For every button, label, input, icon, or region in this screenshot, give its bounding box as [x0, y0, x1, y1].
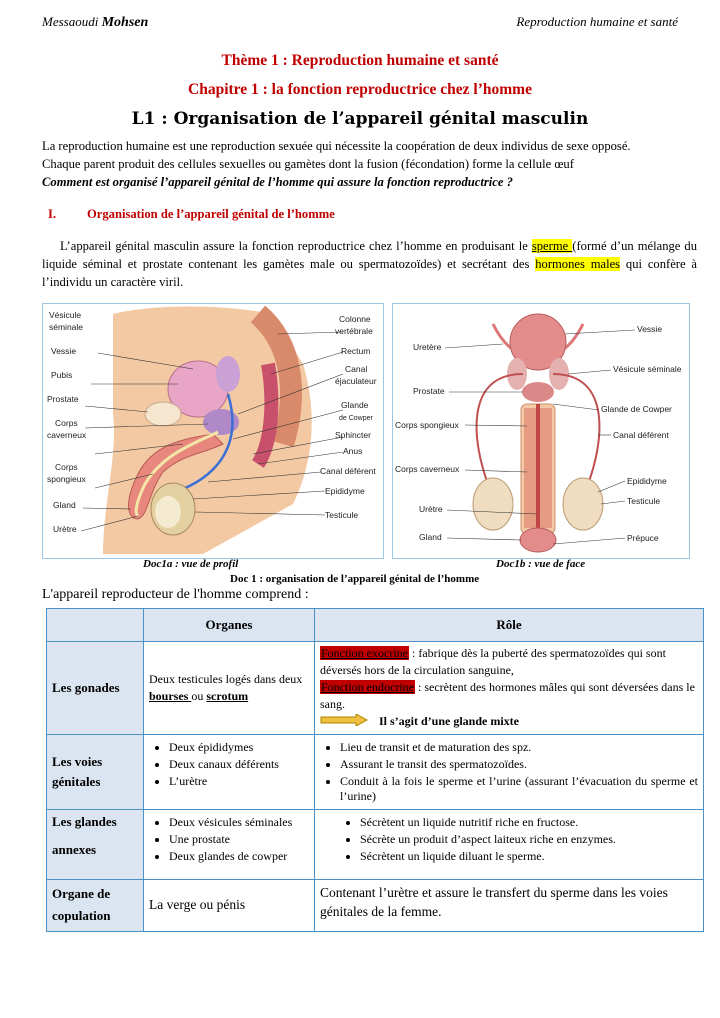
label-caverneux: caverneux — [47, 430, 87, 440]
row-voies — [47, 734, 144, 809]
glandes-role-cell — [315, 809, 704, 879]
endocrine-label: Fonction endocrine — [321, 680, 414, 694]
doc1b-figure — [392, 303, 690, 559]
scrotum-word: scrotum — [206, 688, 249, 703]
author-last: Mohsen — [101, 15, 149, 30]
section-title: Organisation de l’appareil génital de l’homme — [87, 207, 335, 221]
theme-title: Thème 1 : Reproduction humaine et santé — [221, 52, 499, 69]
paragraph — [42, 237, 697, 291]
section-number: I. — [48, 207, 57, 221]
label-vessie-front: Vessie — [637, 324, 663, 334]
label-sphincter: Sphincter — [335, 430, 371, 440]
table-row — [47, 642, 704, 735]
right-vas-shape — [553, 374, 599, 484]
label-epididyme: Epididyme — [325, 486, 365, 496]
ou-word: ou — [191, 688, 207, 703]
left-testis-shape — [473, 478, 513, 530]
mixed-gland-text: Il s’agit d’une glande mixte — [379, 714, 520, 728]
label-gland-front: Gland — [419, 532, 442, 542]
exocrine-text: : fabrique dès la puberté des spermatozoïdes qui sont déversés hors de la circulation sanguine, — [320, 646, 666, 677]
label-uretre-front: Urètre — [419, 504, 443, 514]
label-canal: Canal — [345, 364, 368, 374]
exocrine-label: Fonction exocrine — [321, 646, 408, 660]
paragraph-part-2: (formé d’un mélange du liquide séminal et prostate contenant les gamètes male ou spermatozoïdes) et secrétant des — [42, 239, 698, 271]
label-gland: Gland — [53, 500, 76, 510]
label-prostate-front: Prostate — [413, 386, 445, 396]
doc1b-caption: Doc1b : vue de face — [496, 558, 586, 570]
author-first: Messaoudi — [42, 14, 99, 29]
table-intro: L'appareil reproducteur de l'homme comprend : — [42, 587, 309, 602]
label-vessie: Vessie — [51, 346, 77, 356]
list-item: • Deux canaux déférents — [169, 757, 309, 772]
list-item: • Une prostate — [169, 832, 309, 847]
label-ejaculateur: éjaculateur — [335, 376, 377, 386]
label-uretere: Uretère — [413, 342, 442, 352]
list-item: • Deux vésicules séminales — [169, 815, 309, 830]
highlight-hormones: hormones males — [535, 257, 621, 271]
gonades-organ-text: Deux testicules logés dans deux — [149, 671, 303, 686]
arrow-right-icon — [320, 714, 368, 731]
doc1a-figure — [42, 303, 384, 559]
list-item: • Deux glandes de cowper — [169, 849, 309, 864]
voies-name-1: Les voies — [52, 753, 103, 769]
glandes-roles-list — [320, 815, 698, 864]
row-gonades: Les gonades — [47, 642, 144, 735]
label-seminale: séminale — [49, 322, 84, 332]
table-row — [47, 809, 704, 879]
list-item: • Sécrètent un liquide nutritif riche en fructose. — [360, 815, 698, 830]
label-cowper-front: Glande de Cowper — [601, 404, 672, 414]
label-testicule: Testicule — [325, 510, 359, 520]
glandes-name-1: Les glandes — [52, 813, 117, 829]
label-canal-deferent: Canal déférent — [320, 466, 376, 476]
voies-organs-cell — [144, 734, 315, 809]
glandes-organs-list — [149, 815, 309, 864]
front-anatomy-illustration — [393, 304, 689, 558]
right-testis-shape — [563, 478, 603, 530]
doc1a-caption: Doc1a : vue de profil — [143, 558, 239, 570]
voies-organs-list — [149, 740, 309, 789]
label-corps-1: Corps — [55, 418, 78, 428]
glandes-name-2: annexes — [52, 841, 97, 857]
header-subject: Reproduction humaine et santé — [516, 14, 678, 29]
label-testicule-front: Testicule — [627, 496, 661, 506]
chapter-title: Chapitre 1 : la fonction reproductrice chez l’homme — [188, 81, 532, 98]
lesson-title: L1 : Organisation de l’appareil génital masculin — [131, 109, 589, 129]
urethra-shape-front — [536, 404, 540, 539]
intro-line-1: La reproduction humaine est une reproduction sexuée qui nécessite la coopération de deux individus de sexe opposé. — [42, 139, 631, 153]
copulation-role-cell: Contenant l’urètre et assure le transfert du sperme dans les voies génitales de la femme. — [315, 879, 704, 931]
pubis-shape — [145, 402, 181, 426]
table-header-row — [47, 609, 704, 642]
highlight-sperme: sperme — [531, 239, 573, 253]
intro-question: Comment est organisé l’appareil génital de l’homme qui assure la fonction reproductrice ? — [42, 175, 513, 189]
prostate-shape-front — [522, 382, 554, 402]
label-uretre: Urètre — [53, 524, 77, 534]
label-de-cowper: de Cowper — [339, 415, 373, 422]
bourses-word: bourses — [149, 688, 192, 703]
label-rectum: Rectum — [341, 346, 371, 356]
row-copulation — [47, 879, 144, 931]
doc1-caption: Doc 1 : organisation de l’appareil génital de l’homme — [230, 573, 480, 585]
table-row — [47, 734, 704, 809]
row-glandes — [47, 809, 144, 879]
voies-role-cell — [315, 734, 704, 809]
paragraph-part-1: L’appareil génital masculin assure la fonction reproductrice chez l’homme en produisant le — [60, 239, 532, 253]
list-item: • L’urètre — [169, 774, 309, 789]
label-corps-spongieux: Corps spongieux — [395, 420, 459, 430]
glans-shape — [520, 528, 556, 552]
copulation-organ-cell: La verge ou pénis — [144, 879, 315, 931]
label-anus: Anus — [343, 446, 363, 456]
table-row — [47, 879, 704, 931]
label-pubis: Pubis — [51, 370, 73, 380]
glandes-organs-cell — [144, 809, 315, 879]
list-item: • Deux épididymes — [169, 740, 309, 755]
label-spongieux: spongieux — [47, 474, 86, 484]
list-item: • Conduit à la fois le sperme et l’urine (assurant l’évacuation du sperme et l’urine) — [340, 774, 698, 804]
list-item: • Sécrètent un liquide diluant le sperme. — [360, 849, 698, 864]
copulation-name-1: Organe de — [52, 886, 111, 902]
label-vertebrale: vertébrale — [335, 326, 373, 336]
corpus-right-shape — [540, 408, 552, 528]
organs-table — [46, 608, 704, 932]
label-vesicule: Vésicule — [49, 310, 82, 320]
list-item: • Sécrète un produit d’aspect laiteux riche en enzymes. — [360, 832, 698, 847]
voies-roles-list — [320, 740, 698, 804]
intro-line-2: Chaque parent produit des cellules sexuelles ou gamètes dont la fusion (fécondation) forme la cellule œuf — [42, 157, 574, 171]
endocrine-text: : secrètent des hormones mâles qui sont déversées dans le sang. — [320, 680, 695, 711]
label-corps-2: Corps — [55, 462, 78, 472]
testis-inner-shape — [155, 496, 181, 528]
label-colonne: Colonne — [339, 314, 371, 324]
label-corps-caverneux: Corps caverneux — [395, 464, 460, 474]
list-item: • Lieu de transit et de maturation des spz. — [340, 740, 698, 755]
voies-name-2: génitales — [52, 773, 101, 789]
label-glande: Glande — [341, 400, 369, 410]
header-role: Rôle — [315, 609, 704, 642]
label-canal-deferent-front: Canal déférent — [613, 430, 669, 440]
copulation-name-2: copulation — [52, 908, 111, 924]
label-epididyme-front: Epididyme — [627, 476, 667, 486]
left-vas-shape — [477, 374, 523, 484]
author — [42, 14, 148, 31]
label-prepuce: Prépuce — [627, 533, 659, 543]
paragraph-part-3: qui confère à l’individu un caractère viril. — [42, 257, 697, 289]
empty-header-cell — [47, 609, 144, 642]
seminal-vesicle-shape — [216, 356, 240, 392]
header-organes: Organes — [144, 609, 315, 642]
gonades-role-cell — [315, 642, 704, 735]
profile-anatomy-illustration — [43, 304, 383, 558]
list-item: • Assurant le transit des spermatozoïdes. — [340, 757, 698, 772]
label-vesicule-front: Vésicule séminale — [613, 364, 682, 374]
gonades-organs-cell — [144, 642, 315, 735]
label-prostate: Prostate — [47, 394, 79, 404]
